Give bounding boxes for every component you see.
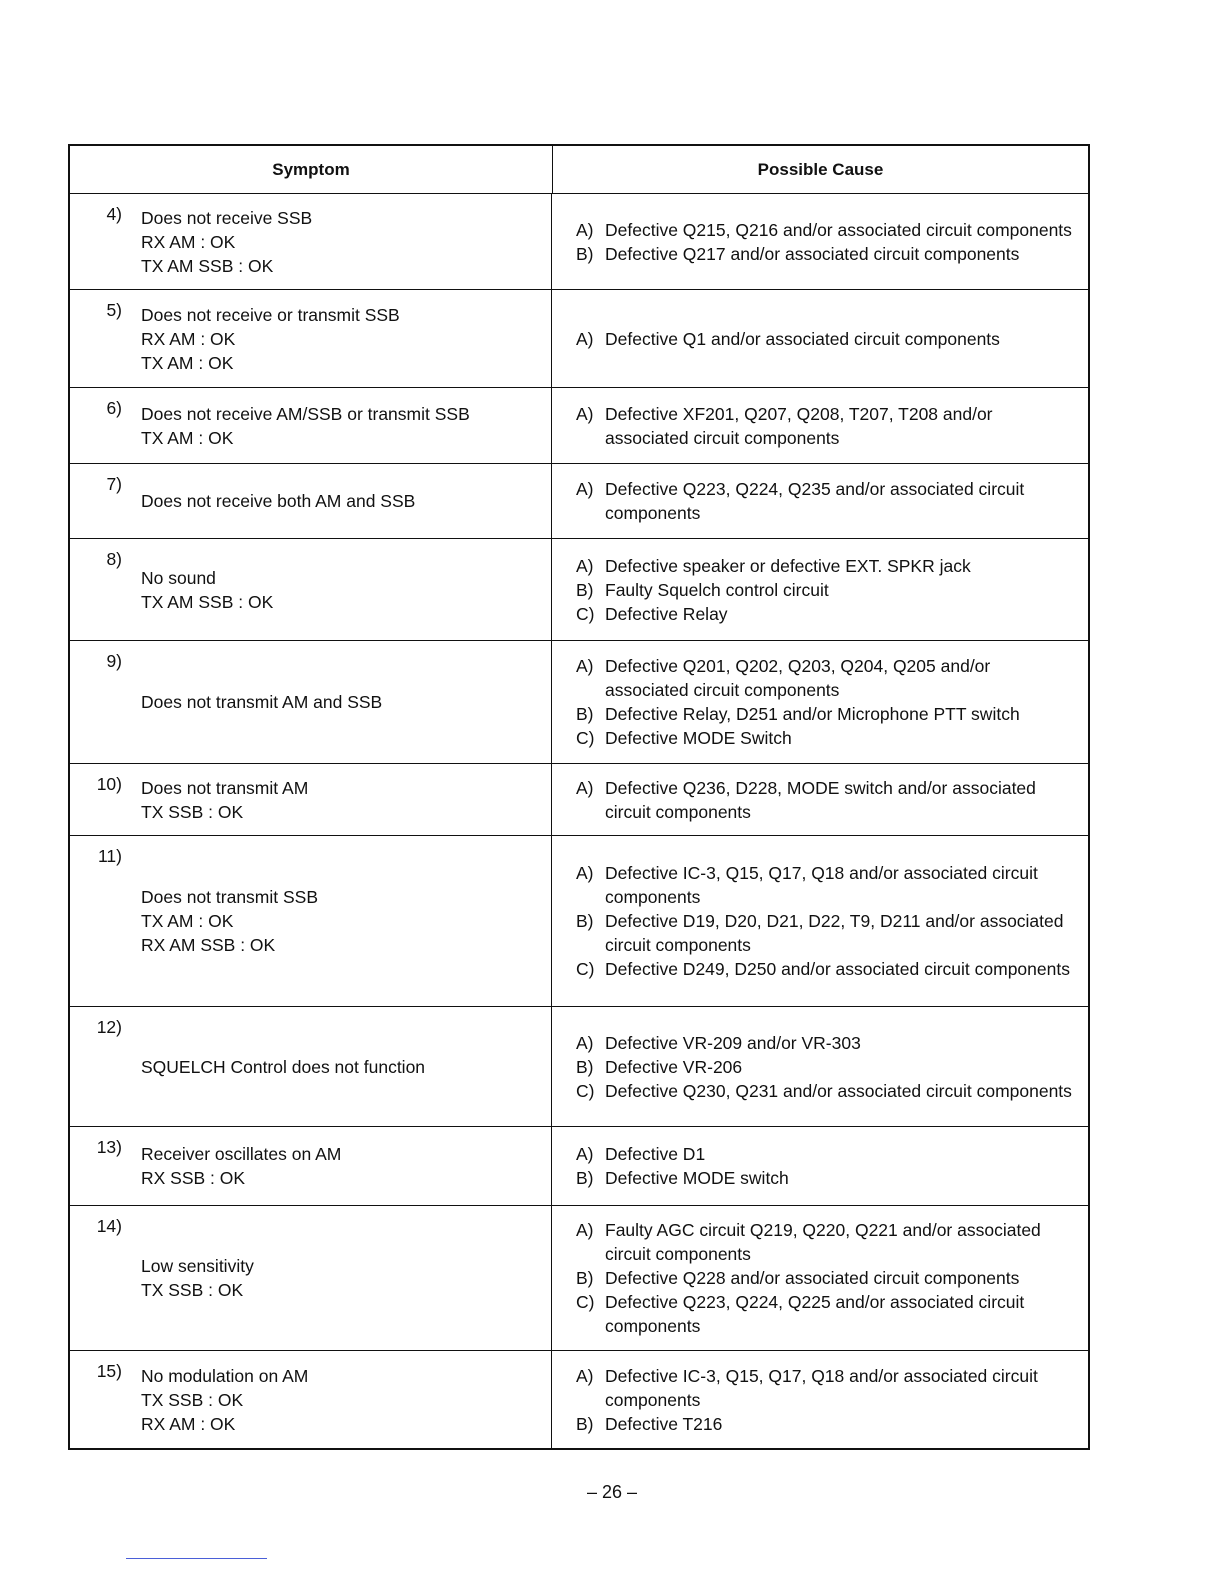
symptom-line: RX AM SSB : OK (141, 935, 276, 955)
symptom-text (141, 1254, 254, 1302)
symptom-line: TX AM SSB : OK (141, 255, 274, 276)
symptom-line: Does not receive or transmit SSB (141, 304, 400, 325)
symptom-line: RX AM : OK (141, 231, 236, 252)
cause-item (576, 554, 1088, 578)
cause-text: Defective T216 (605, 1413, 723, 1434)
cause-item (576, 327, 1088, 351)
row-number: 10) (96, 774, 122, 794)
cause-letter: A) (576, 219, 594, 240)
symptom-cell (70, 464, 552, 538)
symptom-cell (70, 388, 552, 463)
cause-text: Defective Q201, Q202, Q203, Q204, Q205 and/or associated circuit components (605, 656, 991, 700)
symptom-cell (70, 1351, 552, 1448)
cause-letter: A) (576, 1365, 594, 1386)
symptom-text (141, 1055, 425, 1079)
row-number: 14) (96, 1216, 122, 1236)
row-number: 5) (106, 300, 122, 320)
row-number: 4) (106, 204, 122, 224)
cause-cell (552, 539, 1088, 640)
table-body (70, 194, 1088, 1448)
table-row (70, 464, 1088, 539)
symptom-text (141, 206, 312, 278)
symptom-line: TX SSB : OK (141, 1280, 244, 1300)
cause-item (576, 1031, 1088, 1055)
cause-text: Defective IC-3, Q15, Q17, Q18 and/or associated circuit components (605, 1365, 1038, 1410)
cause-text: Defective Q217 and/or associated circuit components (605, 243, 1020, 264)
cause-item (576, 242, 1088, 266)
symptom-text (141, 776, 308, 824)
cause-item (576, 1218, 1088, 1266)
cause-letter: A) (576, 479, 594, 499)
symptom-line: Does not receive AM/SSB or transmit SSB (141, 403, 470, 424)
table-row (70, 836, 1088, 1007)
symptom-line: Does not transmit AM (141, 777, 309, 798)
cause-letter: B) (576, 1413, 594, 1434)
symptom-line: Low sensitivity (141, 1256, 254, 1276)
symptom-text (141, 1142, 341, 1190)
table-row (70, 388, 1088, 464)
symptom-line: Does not receive both AM and SSB (141, 491, 416, 511)
symptom-line: Does not transmit AM and SSB (141, 692, 383, 712)
cause-cell (552, 1206, 1088, 1350)
symptom-line: No sound (141, 567, 216, 588)
cause-letter: A) (576, 1032, 594, 1053)
cause-item (576, 654, 1088, 702)
cause-letter: A) (576, 555, 594, 576)
table-row (70, 1127, 1088, 1206)
cause-letter: C) (576, 1292, 595, 1312)
symptom-cell (70, 764, 552, 835)
row-number: 7) (106, 474, 122, 494)
cause-letter: A) (576, 777, 594, 798)
cause-letter: B) (576, 1268, 594, 1288)
cause-item (576, 1142, 1088, 1166)
cause-letter: B) (576, 911, 594, 931)
symptom-text (141, 402, 470, 450)
cause-item (576, 578, 1088, 602)
cause-cell (552, 194, 1088, 289)
cause-letter: A) (576, 656, 594, 676)
symptom-line: TX AM : OK (141, 352, 234, 373)
table-row (70, 764, 1088, 836)
cause-letter: B) (576, 1168, 594, 1188)
cause-text: Defective Q223, Q224, Q235 and/or associated circuit components (605, 479, 1025, 523)
page-number: – 26 – (586, 1482, 638, 1502)
row-number: 8) (106, 549, 122, 569)
table-row (70, 1206, 1088, 1351)
cause-item (576, 957, 1088, 981)
row-number: 13) (96, 1137, 122, 1157)
symptom-cell (70, 194, 552, 289)
row-number: 15) (96, 1361, 122, 1381)
cause-letter: C) (576, 603, 595, 624)
table-row (70, 1351, 1088, 1448)
cause-letter: A) (576, 863, 594, 883)
cause-cell (552, 290, 1088, 387)
cause-cell (552, 464, 1088, 538)
symptom-cell (70, 836, 552, 1006)
cause-letter: B) (576, 704, 594, 724)
symptom-line: RX SSB : OK (141, 1168, 246, 1188)
cause-item (576, 1055, 1088, 1079)
cause-item (576, 909, 1088, 957)
cause-letter: C) (576, 728, 595, 748)
cause-item (576, 477, 1088, 525)
cause-item (576, 726, 1088, 750)
cause-text: Faulty Squelch control circuit (605, 579, 829, 600)
cause-letter: A) (576, 403, 594, 424)
footer-underline (126, 1558, 267, 1559)
cause-text: Defective IC-3, Q15, Q17, Q18 and/or associated circuit components (605, 863, 1038, 907)
cause-cell (552, 764, 1088, 835)
cause-text: Defective D19, D20, D21, D22, T9, D211 and/or associated circuit components (605, 911, 1064, 955)
table-row (70, 194, 1088, 290)
cause-text: Faulty AGC circuit Q219, Q220, Q221 and/or associated circuit components (605, 1220, 1041, 1264)
cause-item (576, 402, 1088, 450)
symptom-line: Receiver oscillates on AM (141, 1144, 342, 1164)
symptom-text (141, 303, 400, 375)
symptom-line: TX SSB : OK (141, 1389, 244, 1410)
symptom-line: No modulation on AM (141, 1365, 309, 1386)
cause-text: Defective D1 (605, 1144, 706, 1164)
symptom-line: Does not receive SSB (141, 207, 313, 228)
cause-text: Defective VR-209 and/or VR-303 (605, 1032, 861, 1053)
cause-cell (552, 641, 1088, 763)
cause-text: Defective MODE Switch (605, 728, 792, 748)
symptom-line: TX SSB : OK (141, 801, 244, 822)
cause-letter: C) (576, 1080, 595, 1101)
table-row (70, 290, 1088, 388)
table-row (70, 539, 1088, 641)
cause-text: Defective Relay, D251 and/or Microphone PTT switch (605, 704, 1020, 724)
symptom-line: Does not transmit SSB (141, 887, 319, 907)
cause-cell (552, 1127, 1088, 1205)
cause-letter: A) (576, 328, 594, 349)
troubleshooting-table (68, 144, 1090, 1450)
table-row (70, 1007, 1088, 1127)
cause-text: Defective XF201, Q207, Q208, T207, T208 and/or associated circuit components (605, 403, 993, 448)
cause-column-header: Possible Cause (757, 159, 884, 179)
cause-item (576, 1364, 1088, 1412)
symptom-line: TX AM : OK (141, 427, 234, 448)
cause-cell (552, 1351, 1088, 1448)
symptom-line: RX AM : OK (141, 328, 236, 349)
cause-letter: B) (576, 579, 594, 600)
row-number: 12) (96, 1017, 122, 1037)
cause-item (576, 218, 1088, 242)
cause-text: Defective Q1 and/or associated circuit components (605, 328, 1000, 349)
cause-item (576, 1079, 1088, 1103)
cause-item (576, 702, 1088, 726)
cause-letter: A) (576, 1144, 594, 1164)
cause-cell (552, 388, 1088, 463)
symptom-text (141, 1364, 308, 1436)
symptom-text (141, 885, 318, 957)
cause-text: Defective D249, D250 and/or associated circuit components (605, 959, 1070, 979)
cause-item (576, 776, 1088, 824)
cause-text: Defective Relay (605, 603, 728, 624)
symptom-cell (70, 1127, 552, 1205)
symptom-text (141, 489, 415, 513)
symptom-cell (70, 641, 552, 763)
symptom-column-header: Symptom (70, 146, 553, 193)
cause-text: Defective Q215, Q216 and/or associated circuit components (605, 219, 1072, 240)
cause-item (576, 1166, 1088, 1190)
symptom-cell (70, 1007, 552, 1126)
symptom-cell (70, 539, 552, 640)
cause-letter: B) (576, 243, 594, 264)
cause-text: Defective Q223, Q224, Q225 and/or associated circuit components (605, 1292, 1025, 1336)
symptom-line: SQUELCH Control does not function (141, 1056, 426, 1077)
symptom-line: TX AM : OK (141, 911, 234, 931)
cause-text: Defective VR-206 (605, 1056, 743, 1077)
cause-item (576, 1412, 1088, 1436)
cause-letter: C) (576, 959, 595, 979)
cause-text: Defective speaker or defective EXT. SPKR jack (605, 555, 971, 576)
cause-text: Defective Q230, Q231 and/or associated circuit components (605, 1080, 1072, 1101)
cause-item (576, 861, 1088, 909)
symptom-cell (70, 290, 552, 387)
cause-letter: A) (576, 1220, 594, 1240)
row-number: 6) (106, 398, 122, 418)
cause-cell (552, 1007, 1088, 1126)
symptom-line: TX AM SSB : OK (141, 591, 274, 612)
symptom-line: RX AM : OK (141, 1413, 236, 1434)
table-header (70, 146, 1088, 194)
cause-item (576, 1266, 1088, 1290)
symptom-cell (70, 1206, 552, 1350)
cause-text: Defective MODE switch (605, 1168, 789, 1188)
symptom-text (141, 566, 273, 614)
cause-cell (552, 836, 1088, 1006)
cause-letter: B) (576, 1056, 594, 1077)
row-number: 9) (106, 651, 122, 671)
cause-text: Defective Q236, D228, MODE switch and/or associated circuit components (605, 777, 1036, 822)
table-row (70, 641, 1088, 764)
cause-item (576, 602, 1088, 626)
cause-item (576, 1290, 1088, 1338)
cause-text: Defective Q228 and/or associated circuit components (605, 1268, 1020, 1288)
row-number: 11) (98, 846, 122, 866)
symptom-text (141, 690, 382, 714)
